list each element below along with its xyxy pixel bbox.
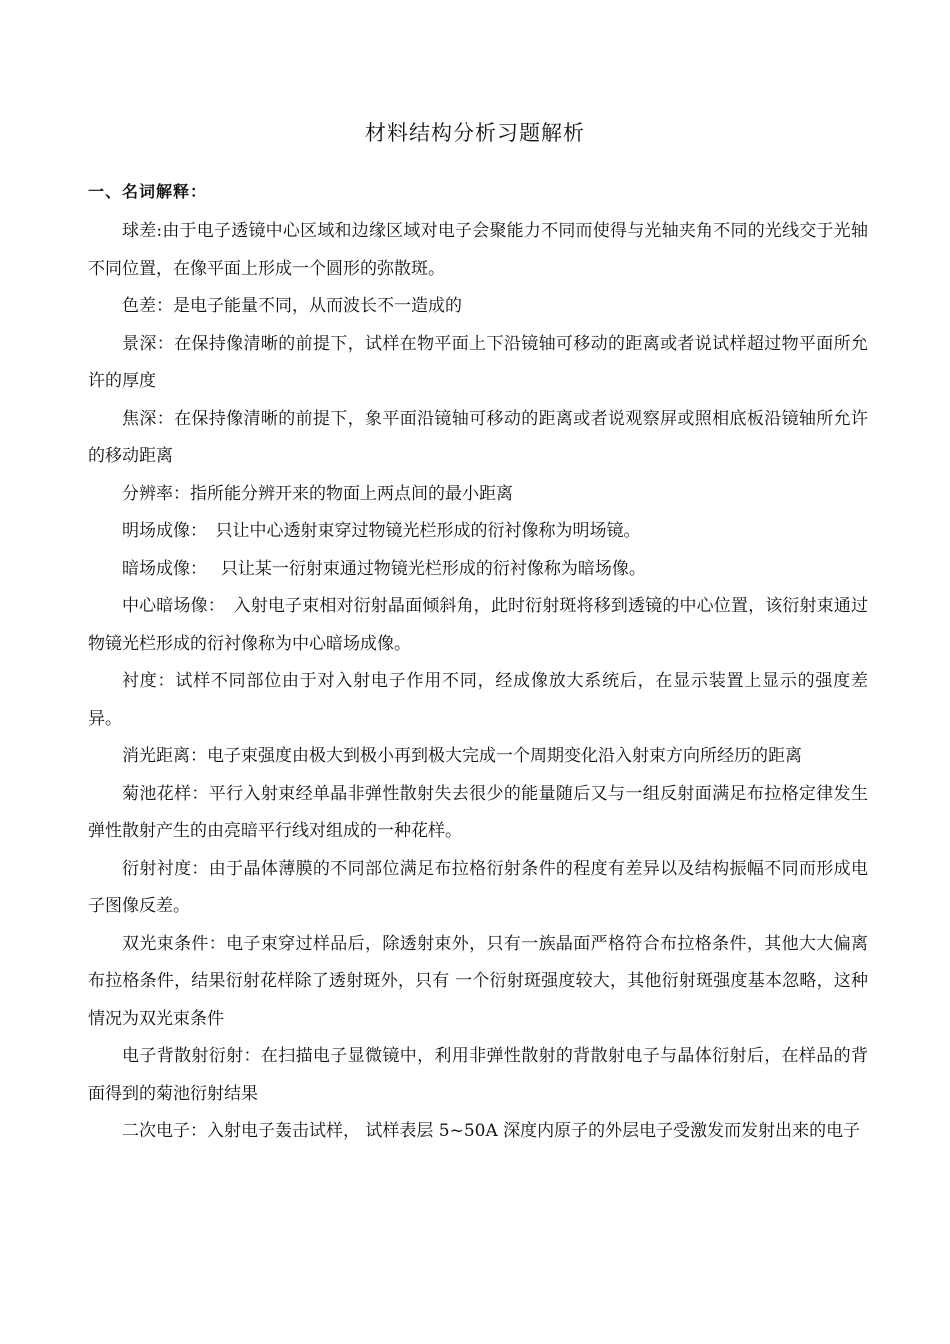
- term-list: [88, 213, 868, 1151]
- term-ebsd: 电子背散射衍射：在扫描电子显微镜中，利用非弹性散射的背散射电子与晶体衍射后，在样品的背面得到的菊池衍射结果: [88, 1046, 868, 1104]
- term-bright-field: 明场成像： 只让中心透射束穿过物镜光栏形成的衍衬像称为明场镜。: [122, 521, 641, 541]
- document-title: 材料结构分析习题解析: [365, 121, 585, 145]
- term-depth-of-focus: 焦深：在保持像清晰的前提下，象平面沿镜轴可移动的距离或者说观察屏或照相底板沿镜轴所允许的移动距离: [88, 408, 868, 466]
- term-kikuchi-pattern: 菊池花样：平行入射束经单晶非弹性散射失去很少的能量随后又与一组反射面满足布拉格定律发生弹性散射产生的由亮暗平行线对组成的一种花样。: [88, 783, 868, 841]
- term-extinction-distance: 消光距离：电子束强度由极大到极小再到极大完成一个周期变化沿入射束方向所经历的距离: [122, 746, 802, 766]
- term-chromatic-aberration: 色差：是电子能量不同，从而波长不一造成的: [122, 296, 462, 316]
- term-contrast: 衬度：试样不同部位由于对入射电子作用不同，经成像放大系统后，在显示装置上显示的强度差异。: [88, 671, 868, 729]
- term-depth-of-field: 景深：在保持像清晰的前提下，试样在物平面上下沿镜轴可移动的距离或者说试样超过物平面所允许的厚度: [88, 333, 868, 391]
- term-two-beam-condition: 双光束条件：电子束穿过样品后，除透射束外，只有一族晶面严格符合布拉格条件，其他大大偏离布拉格条件，结果衍射花样除了透射斑外，只有 一个衍射斑强度较大，其他衍射斑强度基本忽略，这种情况为双光束条件: [88, 933, 868, 1029]
- section-heading: 一、名词解释：: [88, 182, 208, 201]
- term-spherical-aberration: 球差:由于电子透镜中心区域和边缘区域对电子会聚能力不同而使得与光轴夹角不同的光线交于光轴不同位置，在像平面上形成一个圆形的弥散斑。: [88, 221, 868, 279]
- term-secondary-electron: 二次电子：入射电子轰击试样， 试样表层 5~50A 深度内原子的外层电子受激发而发射出来的电子: [122, 1121, 861, 1141]
- term-resolution: 分辨率：指所能分辨开来的物面上两点间的最小距离: [122, 483, 513, 504]
- term-centered-dark-field: 中心暗场像： 入射电子束相对衍射晶面倾斜角，此时衍射斑将移到透镜的中心位置，该衍射束通过物镜光栏形成的衍衬像称为中心暗场成像。: [88, 596, 868, 654]
- term-diffraction-contrast: 衍射衬度：由于晶体薄膜的不同部位满足布拉格衍射条件的程度有差异以及结构振幅不同而形成电子图像反差。: [88, 858, 868, 916]
- term-dark-field: 暗场成像： 只让某一衍射束通过物镜光栏形成的衍衬像称为暗场像。: [122, 558, 646, 579]
